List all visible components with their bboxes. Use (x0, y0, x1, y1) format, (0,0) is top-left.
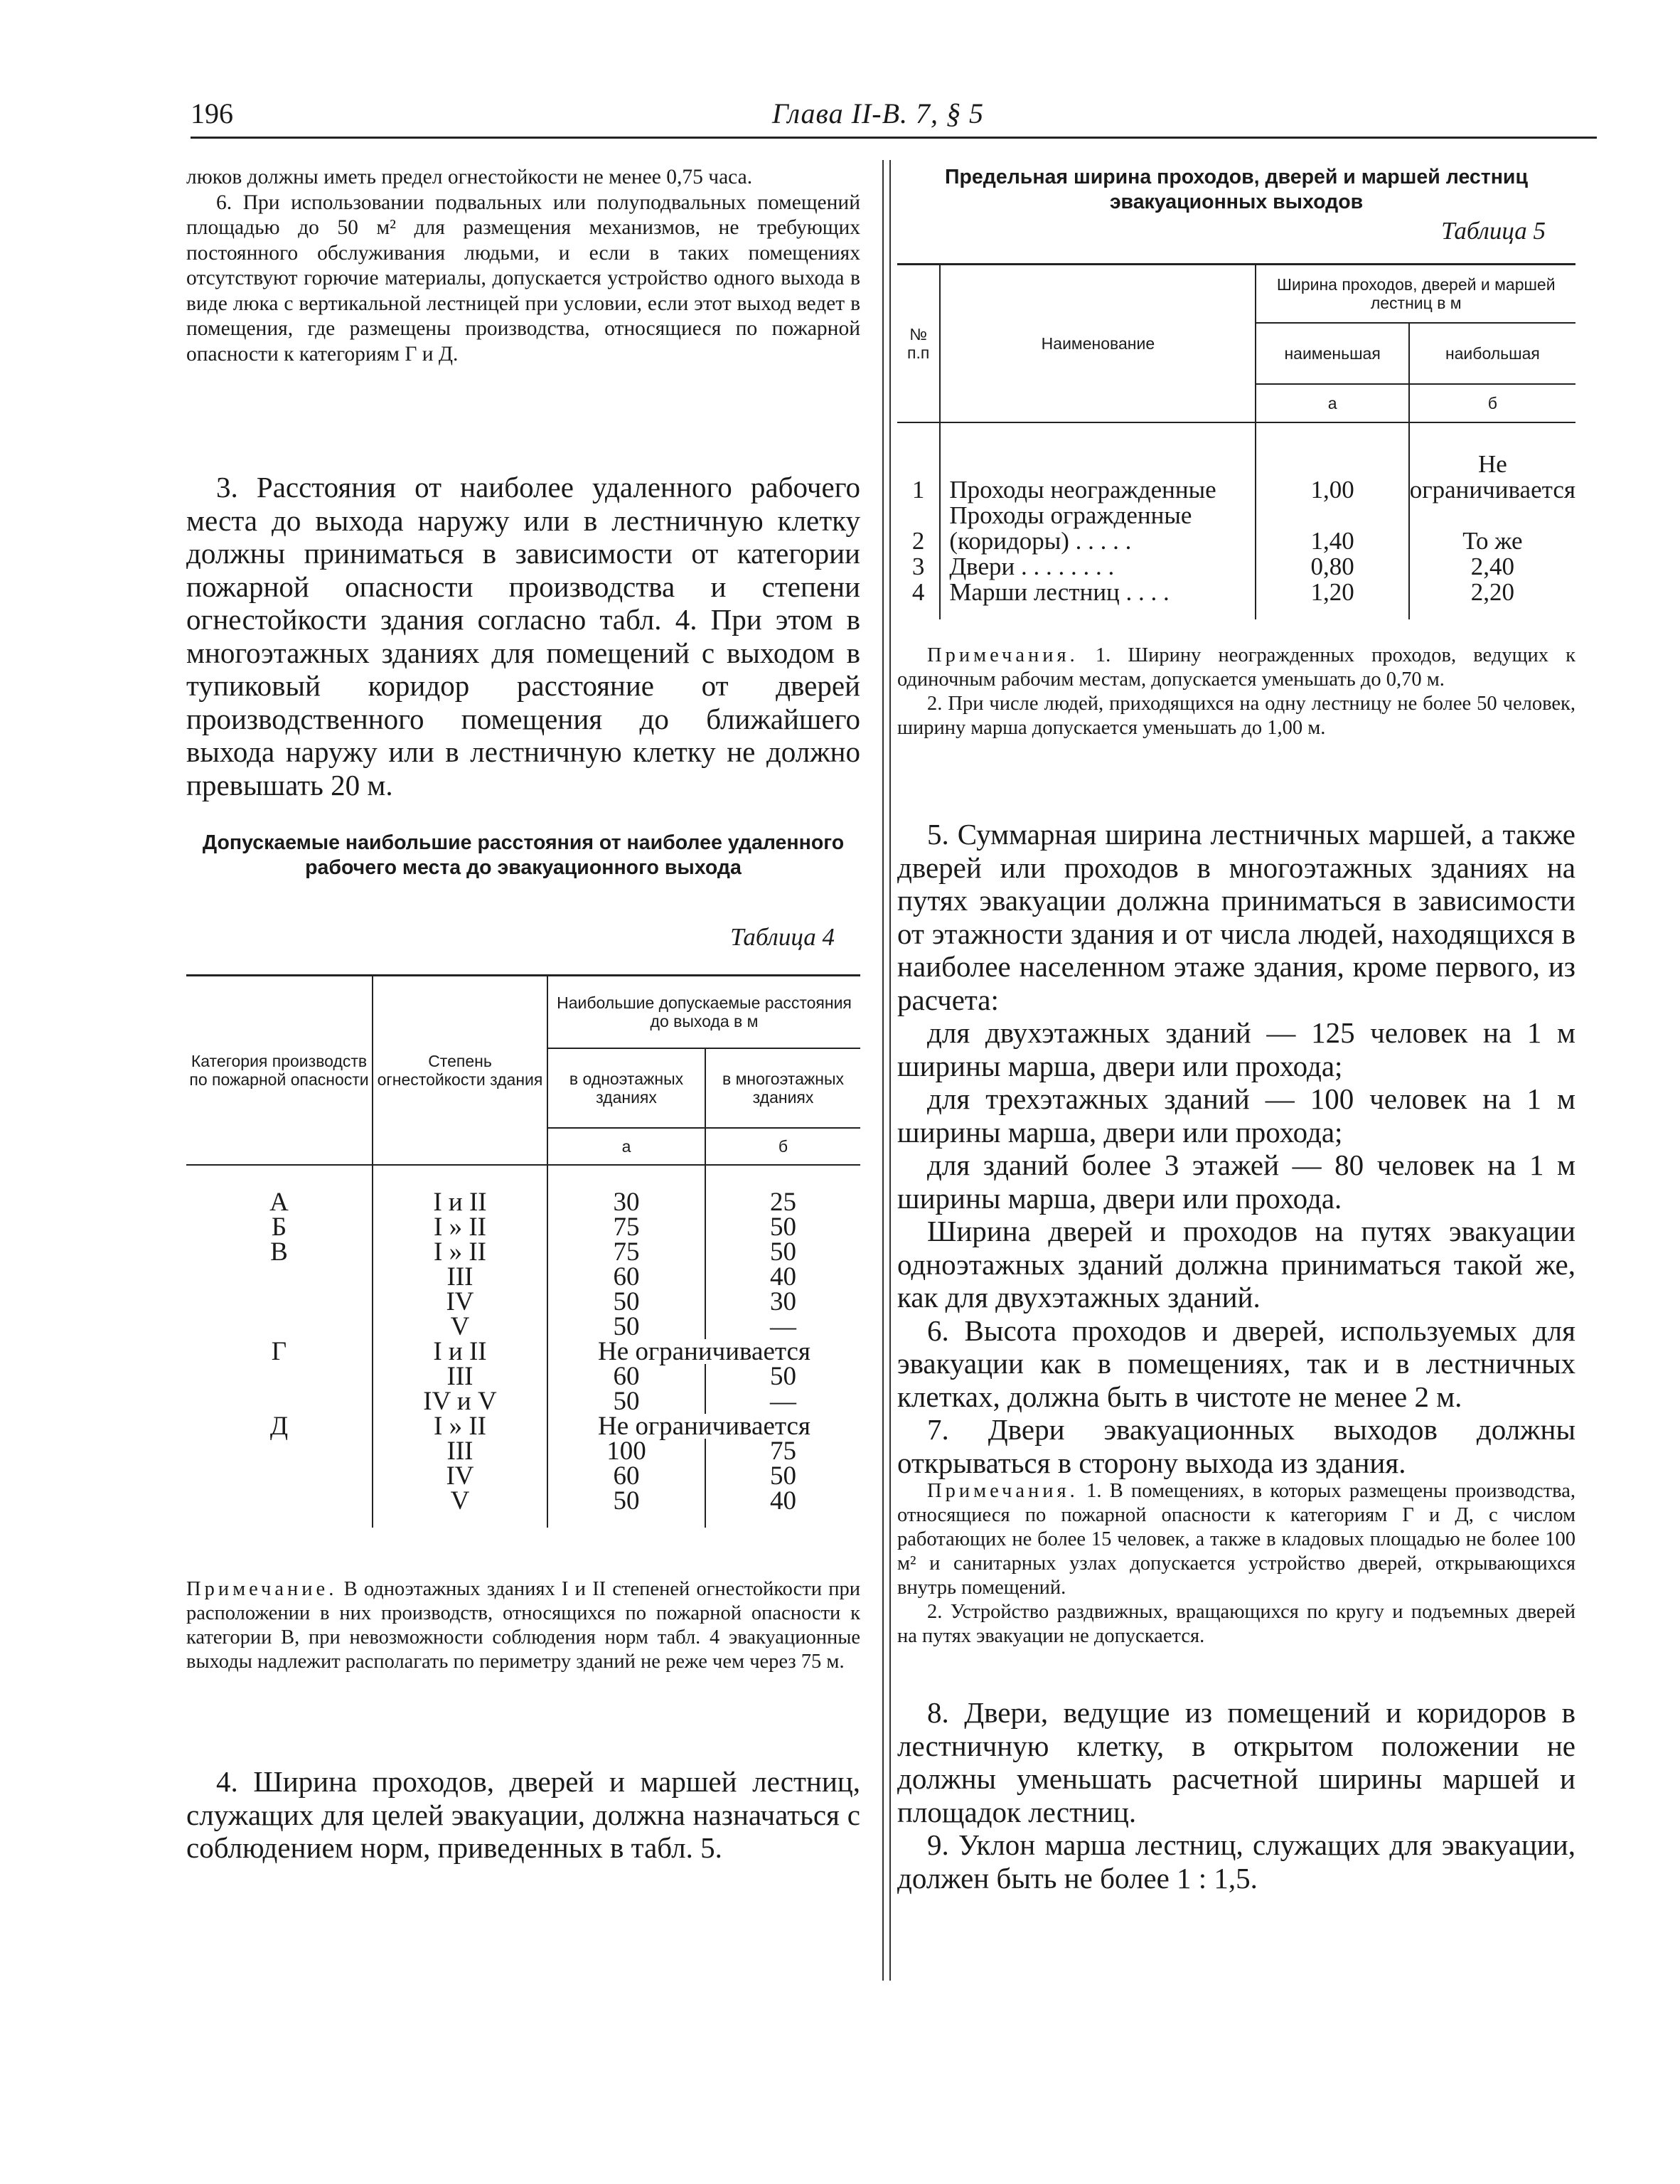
column-separator (882, 160, 891, 1981)
t5-cell-name: Проходы огражденные (коридоры) . . . . . (940, 503, 1256, 554)
paragraph-5b: для трехэтажных зданий — 100 человек на 1 м ширины марша, двери или прохода; (897, 1082, 1575, 1149)
t5-cell-max: 2,40 (1470, 553, 1515, 580)
t4-cell-deg: I » II (373, 1215, 547, 1240)
table5-title: Предельная ширина проходов, дверей и маршей лестниц эвакуационных выходов (945, 166, 1528, 213)
chapter-reference: Глава II-В. 7, § 5 (772, 97, 985, 129)
table4 (186, 974, 860, 1528)
t4-cell-b: 50 (770, 1461, 796, 1491)
t4-cell-cat: А (186, 1190, 373, 1215)
t4-cell-cat (186, 1264, 373, 1289)
left-column-section-3 (186, 471, 860, 801)
table-row (186, 1240, 860, 1264)
paragraph-3-distances: 3. Расстояния от наиболее удаленного рабочего места до выхода наружу или в лестничную клетку должны приниматься в зависимости от категории пожарной опасности производства и степени огнестойкости здания согласно табл. 4. При этом в многоэтажных зданиях для помещений с выходом в тупиковый коридор расстояние от дверей производственного помещения до ближайшего выхода наружу или в лестничную клетку не должно превышать 20 м. (186, 471, 860, 801)
paragraph-5a: для двухэтажных зданий — 125 человек на 1 м ширины марша, двери или прохода; (897, 1016, 1575, 1082)
table-row (186, 1215, 860, 1240)
note7-item-2: 2. Устройство раздвижных, вращающихся по кругу и подъемных дверей на путях эвакуации не допускается. (897, 1601, 1575, 1647)
t5-cell-name: Двери . . . . . . . . (940, 554, 1256, 580)
right-column-sections-8-9 (897, 1696, 1575, 1895)
note7-item-1: 1. В помещениях, в которых размещены производства, относящиеся по пожарной опасности к категориям Г и Д, с числом работающих не более 15 человек, а также в кладовых площадью не более 100 м² и санитарных узлах допускается устройство дверей, открывающихся внутрь помещений. (897, 1480, 1575, 1599)
t4-header-col-b: б (778, 1137, 788, 1156)
table-row (897, 580, 1575, 605)
left-column-section-4 (186, 1765, 860, 1865)
t4-cell-a: 60 (547, 1364, 705, 1389)
table-row (897, 452, 1575, 503)
t4-header-multi-storey: в многоэтажных зданиях (705, 1048, 860, 1128)
t4-header-one-storey: в одноэтажных зданиях (547, 1048, 705, 1128)
table-row (186, 1364, 860, 1389)
paragraph-7-doors: 7. Двери эвакуационных выходов должны открываться в сторону выхода из здания. (897, 1413, 1575, 1479)
paragraph-6-height: 6. Высота проходов и дверей, используемых для эвакуации как в помещениях, так и в лестничных клетках, должна быть в чистоте не менее 2 м. (897, 1314, 1575, 1413)
t4-cell-cat: В (186, 1240, 373, 1264)
t4-cell-b: 30 (770, 1287, 796, 1316)
t5-header-max: наибольшая (1409, 323, 1575, 384)
t4-cell-b: 25 (770, 1188, 796, 1217)
t4-cell-a: 60 (547, 1264, 705, 1289)
t4-cell-deg: IV и V (373, 1389, 547, 1414)
paragraph-9-slope: 9. Уклон марша лестниц, служащих для эвакуации, должен быть не более 1 : 1,5. (897, 1828, 1575, 1895)
t4-cell-b: 40 (770, 1486, 796, 1516)
t4-cell-cat: Д (186, 1414, 373, 1439)
t4-cell-a: 100 (547, 1439, 705, 1464)
section-7-notes (897, 1479, 1575, 1648)
table-row (186, 1264, 860, 1289)
t5-cell-no: 4 (897, 580, 940, 605)
t5-header-width: Ширина проходов, дверей и маршей лестниц в м (1256, 265, 1575, 324)
t4-cell-a: 50 (547, 1314, 705, 1339)
right-column-sections-5-7 (897, 818, 1575, 1479)
t5-cell-min: 1,00 (1256, 452, 1408, 503)
t5-header-min: наименьшая (1256, 323, 1408, 384)
table5 (897, 263, 1575, 619)
note-label: Примечание. (186, 1578, 338, 1600)
t4-cell-b: 40 (770, 1262, 796, 1291)
t4-cell-cat (186, 1364, 373, 1389)
t4-header-max-distance: Наибольшие допускаемые расстояния до выхода в м (547, 976, 860, 1049)
table-row (186, 1488, 860, 1513)
t5-cell-min: 0,80 (1256, 554, 1408, 580)
t4-cell-a: 75 (547, 1240, 705, 1264)
table-row (186, 1439, 860, 1464)
t4-header-col-a: а (547, 1128, 705, 1165)
t4-cell-b: 50 (770, 1362, 796, 1391)
note5-label: Примечания. (927, 644, 1079, 666)
t4-cell-b: — (770, 1312, 796, 1341)
table5-label: Таблица 5 (1441, 217, 1546, 245)
table-row (897, 503, 1575, 554)
t5-header-col-b: б (1487, 394, 1497, 412)
t5-header-name: Наименование (940, 265, 1256, 423)
t4-cell-a: 50 (547, 1488, 705, 1513)
t4-header-category: Категория производств по пожарной опасности (186, 976, 373, 1166)
t4-cell-a: 50 (547, 1289, 705, 1314)
t5-cell-max: Не ограничивается (1409, 450, 1575, 504)
t4-cell-span: Не ограничивается (598, 1412, 810, 1441)
table5-notes (897, 644, 1575, 740)
t5-cell-no: 3 (897, 554, 940, 580)
t4-cell-cat (186, 1389, 373, 1414)
t4-cell-b: 50 (770, 1237, 796, 1267)
t4-cell-deg: I » II (373, 1240, 547, 1264)
t5-cell-max: 2,20 (1470, 578, 1515, 606)
t4-cell-deg: III (373, 1439, 547, 1464)
t4-cell-cat (186, 1488, 373, 1513)
t4-cell-deg: V (373, 1314, 547, 1339)
t4-cell-deg: IV (373, 1464, 547, 1488)
t4-cell-deg: V (373, 1488, 547, 1513)
table-row (186, 1389, 860, 1414)
paragraph-8-stair-doors: 8. Двери, ведущие из помещений и коридоров в лестничную клетку, в открытом положении не должны уменьшать расчетной ширины маршей и площадок лестниц. (897, 1696, 1575, 1828)
paragraph-continuation: люков должны иметь предел огнестойкости не менее 0,75 часа. (186, 166, 753, 188)
t5-body (897, 452, 1575, 619)
table-row (186, 1464, 860, 1488)
t4-cell-deg: I » II (373, 1414, 547, 1439)
note5-item-1: 1. Ширину неогражденных проходов, ведущих к одиночным рабочим местам, допускается уменьшать до 0,70 м. (897, 644, 1576, 691)
t4-cell-cat (186, 1439, 373, 1464)
t4-cell-deg: I и II (373, 1190, 547, 1215)
note5-item-2: 2. При числе людей, приходящихся на одну лестницу не более 50 человек, ширину марша допускается уменьшать до 1,00 м. (897, 693, 1575, 739)
t5-cell-no: 1 (897, 452, 940, 503)
t4-cell-cat (186, 1464, 373, 1488)
t5-cell-max: То же (1462, 527, 1523, 555)
note-text: В одноэтажных зданиях I и II степеней огнестойкости при расположении в них производств, относящихся по пожарной опасности к категории В, при невозможности соблюдения норм табл. 4 эвакуационные выходы надлежит располагать по периметру зданий не реже чем через 75 м. (186, 1578, 861, 1673)
paragraph-4-widths: 4. Ширина проходов, дверей и маршей лестниц, служащих для целей эвакуации, должна назначаться с соблюдением норм, приведенных в табл. 5. (186, 1765, 860, 1864)
table-row (186, 1414, 860, 1439)
t4-cell-span: Не ограничивается (598, 1337, 810, 1366)
t4-cell-b: 50 (770, 1213, 796, 1242)
t4-body (186, 1190, 860, 1528)
table-row (186, 1289, 860, 1314)
t4-header-degree: Степень огнестойкости здания (373, 976, 547, 1166)
page-number: 196 (191, 97, 233, 129)
table-row (186, 1190, 860, 1215)
t4-cell-b: — (770, 1387, 796, 1416)
t4-cell-cat: Б (186, 1215, 373, 1240)
t5-header-col-a: а (1256, 384, 1408, 422)
t4-cell-cat (186, 1289, 373, 1314)
t5-cell-no: 2 (897, 503, 940, 554)
paragraph-5c: для зданий более 3 этажей — 80 человек на 1 м ширины марша, двери или прохода. (897, 1149, 1575, 1215)
t5-cell-min: 1,20 (1256, 580, 1408, 605)
table4-note (186, 1577, 860, 1674)
t4-cell-a: 50 (547, 1389, 705, 1414)
table-row (186, 1339, 860, 1364)
t4-cell-deg: I и II (373, 1339, 547, 1364)
t5-cell-min: 1,40 (1256, 503, 1408, 554)
t4-cell-cat (186, 1314, 373, 1339)
paragraph-5-total-width: 5. Суммарная ширина лестничных маршей, а также дверей или проходов в многоэтажных зданиях на путях эвакуации должна приниматься в зависимости от этажности здания и от числа людей, находящихся в наиболее населенном этаже здания, кроме первого, из расчета: (897, 818, 1575, 1016)
note7-label: Примечания. (927, 1480, 1079, 1502)
paragraph-6-basements: 6. При использовании подвальных или полуподвальных помещений площадью до 50 м² для размещения механизмов, не требующих постоянного обслуживания людьми, и если в таких помещениях отсутствуют горючие материалы, допускается устройство одного выхода в виде люка с вертикальной лестницей при условии, если этот выход ведет в помещения, где размещены производства, относящиеся по пожарной опасности к категориям Г и Д. (186, 191, 860, 366)
table-row (186, 1314, 860, 1339)
t5-cell-name: Проходы неогражденные (940, 452, 1256, 503)
t4-cell-deg: IV (373, 1289, 547, 1314)
table4-title: Допускаемые наибольшие расстояния от наиболее удаленного рабочего места до эвакуационного выхода (202, 831, 845, 879)
paragraph-5d: Ширина дверей и проходов на путях эвакуации одноэтажных зданий должна приниматься такой же, как для двухэтажных зданий. (897, 1215, 1575, 1314)
t4-cell-deg: III (373, 1364, 547, 1389)
left-column (186, 165, 860, 367)
t4-cell-a: 75 (547, 1215, 705, 1240)
t5-cell-name: Марши лестниц . . . . (940, 580, 1256, 605)
table4-label: Таблица 4 (730, 923, 835, 951)
t4-cell-a: 60 (547, 1464, 705, 1488)
running-header (191, 92, 1597, 139)
t5-header-no: № п.п (897, 265, 940, 423)
t4-cell-cat: Г (186, 1339, 373, 1364)
table-row (897, 554, 1575, 580)
t4-cell-b: 75 (770, 1437, 796, 1466)
t4-cell-deg: III (373, 1264, 547, 1289)
t4-cell-a: 30 (547, 1190, 705, 1215)
